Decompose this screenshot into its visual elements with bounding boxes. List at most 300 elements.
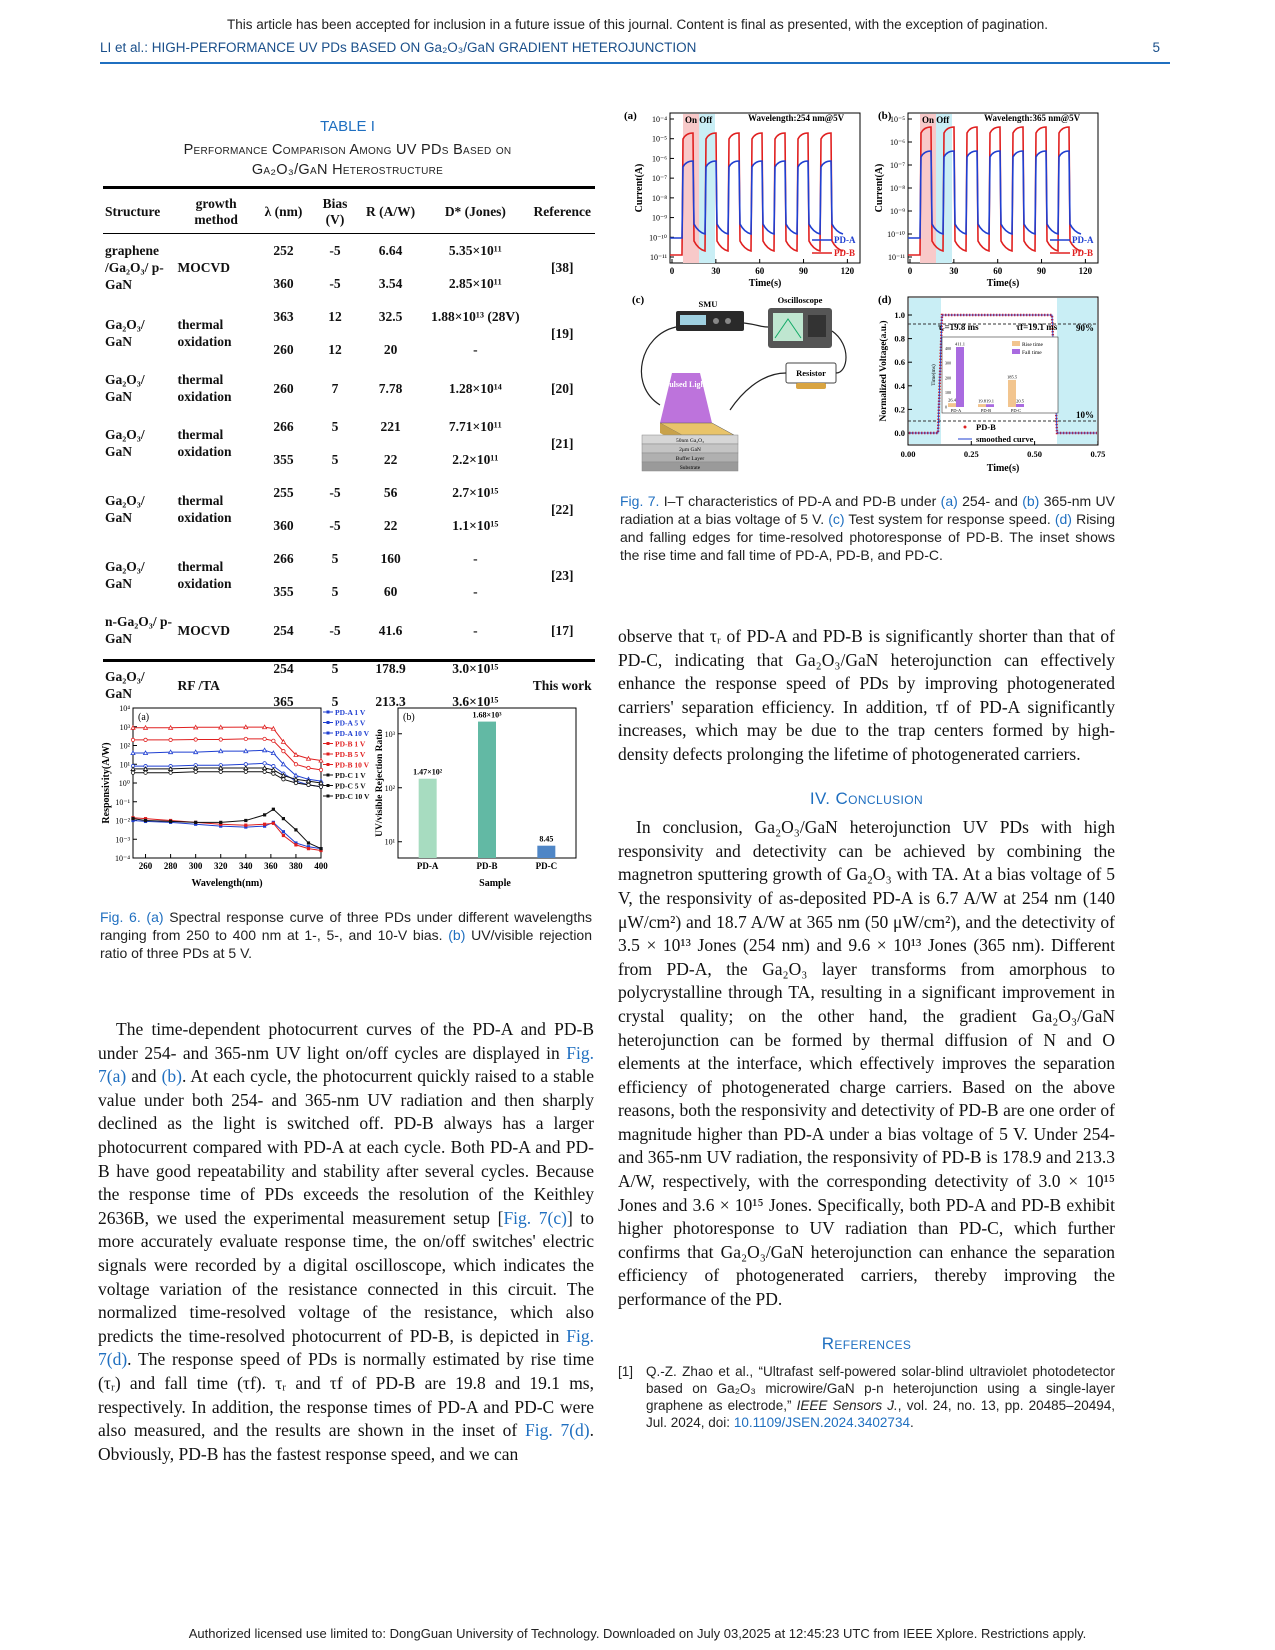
fig6a-point [194, 770, 197, 773]
fig7a-ytick-label: 10⁻¹¹ [649, 253, 667, 262]
cell-reference: [17] [550, 622, 574, 638]
cell-lambda: 260 [273, 342, 294, 357]
fig6a-point [263, 770, 266, 773]
fig6b-yticks [385, 730, 402, 847]
fig6a-legend-marker [327, 721, 330, 724]
fig7b-ytick-label: 10⁻⁷ [889, 161, 905, 170]
inset-legend-fall-swatch [1012, 349, 1020, 354]
fig6a-xtick-label: 380 [289, 861, 303, 871]
fig6a-legend-entry: PD-B 10 V [335, 760, 370, 770]
cell-method: MOCVD [177, 259, 230, 275]
table-row [103, 608, 595, 652]
fig6b-ytick-label: 10³ [384, 729, 395, 739]
performance-table [103, 190, 595, 718]
fig6a-point [219, 821, 222, 824]
fig6a-point [307, 766, 310, 769]
fig6b-bar [419, 779, 437, 858]
fig6a-legend-entry: PD-B 1 V [335, 739, 366, 749]
cell-structure: Ga₂O₃/ GaN [105, 669, 145, 701]
fig6a-point [282, 830, 285, 833]
fig6a-xtick-label: 340 [239, 861, 253, 871]
cell-dstar: 2.2×10¹¹ [452, 452, 499, 467]
fig6a-point [282, 778, 285, 781]
inset-bar-fall [1016, 404, 1024, 407]
cell-bias: 12 [328, 309, 342, 324]
fig6a-point [194, 821, 197, 824]
fig6a-point [219, 738, 222, 741]
cell-structure: Ga₂O₃/ GaN [105, 493, 145, 525]
fig6a-series-line [133, 818, 321, 851]
fig6a-ytick-label: 10⁰ [118, 779, 130, 788]
table-row [103, 652, 595, 685]
fig6a-point [294, 781, 297, 784]
fig6a-legend-marker [327, 711, 330, 714]
fig6a-point [144, 819, 147, 822]
fig7a-legend-pdb: PD-B [834, 248, 855, 258]
fig6b-category-label: PD-B [476, 861, 498, 871]
body-right-p1: observe that τᵣ of PD-A and PD-B is significantly shorter than that of PD-C, indicating that Ga₂O₃/GaN heterojunction can effectively enhance the response speed of PDs by improving photogenerated carriers' separation efficiency. In addition, τf of PD-A significantly increases, which may be due to the trap centers formed by high-density defects prolonging the lifetime of photogenerated carriers. [618, 626, 1115, 764]
fig7b-xtick-label: 120 [1078, 266, 1093, 276]
fig6a-legend-marker [327, 784, 330, 787]
reference-1-body [646, 1363, 1115, 1431]
fig7b-ytick-label: 10⁻¹⁰ [887, 230, 905, 239]
cell-r: 6.64 [378, 243, 403, 258]
fig6a-point [306, 757, 310, 761]
cell-structure: Ga₂O₃/ GaN [105, 317, 145, 349]
inset-bar-label: 19.8 [978, 398, 986, 404]
fig7a-xlabel: Time(s) [748, 278, 782, 289]
cell-bias: 5 [331, 584, 339, 599]
fig6a-legend-marker [327, 795, 330, 798]
fig7d-ylabel: Normalized Voltage(a.u.) [879, 320, 889, 422]
fig6a-point [263, 823, 266, 826]
fig7d-ytick-label: 0.8 [894, 333, 905, 344]
cell-lambda: 360 [273, 276, 294, 291]
fig7c-label: (c) [632, 294, 645, 306]
fig7-caption [620, 492, 1115, 564]
fig7d-tau-r: τᵣ=19.8 ms [938, 322, 979, 332]
fig6a-point [271, 727, 275, 731]
th-ref: Reference [533, 204, 591, 219]
cell-reference: [38] [550, 259, 574, 275]
body-left-p1b: and [126, 1066, 162, 1087]
fig6a-point [282, 749, 285, 752]
fig6a-legend-entry: PD-B 5 V [335, 750, 366, 759]
fig6a-point [131, 771, 134, 774]
table-title-line1: Performance Comparison Among UV PDs Based on [183, 142, 512, 158]
fig6a-point [219, 770, 222, 773]
fig7a-title: Wavelength:254 nm@5V [748, 113, 845, 123]
body-left-p1f: . Obviously, PD-B has the fastest response speed, and we can [98, 1420, 595, 1464]
fig6a-point [263, 766, 267, 770]
cell-bias: 5 [331, 551, 339, 566]
fig7a-onoff: On Off [685, 115, 713, 125]
resistor-body [796, 383, 826, 389]
cell-r: 178.9 [375, 661, 406, 676]
fig7d-tau-f: τf=19.1 ms [1016, 322, 1058, 332]
fig6a-legend-entry: PD-C 1 V [335, 771, 366, 780]
fig6a-point [131, 751, 135, 755]
smu-knob [713, 318, 719, 324]
fig7d-inset [930, 337, 1058, 413]
fig6-caption-text1: Spectral response curve of three PDs under different wavelengths ranging from 250 to 400 nm at 1-, 5-, and 10-V bias. [100, 909, 593, 943]
inset-bar-label: 411.1 [955, 341, 965, 347]
th-method: growth method [194, 196, 238, 227]
fig6a-ytick-label: 10² [119, 741, 130, 751]
references-title: References [821, 1333, 912, 1353]
fig6a-point [169, 738, 172, 741]
fig6b-bar [478, 722, 496, 858]
cell-dstar: - [473, 584, 478, 599]
table-row [103, 234, 595, 267]
fig7-caption-text1: I–T characteristics of PD-A and PD-B under [659, 493, 941, 509]
cell-bias: -5 [329, 518, 341, 533]
fig7d-ytick-label: 0.0 [894, 428, 905, 438]
fig7b-title: Wavelength:365 nm@5V [984, 113, 1081, 123]
cell-bias: -5 [329, 276, 341, 291]
fig7a-label: (a) [624, 110, 637, 122]
cell-dstar: 2.7×10¹⁵ [452, 485, 499, 500]
fig6a-point [294, 763, 297, 766]
fig6-caption-text2: UV/visible rejection ratio of three PDs at 5 V. [100, 927, 593, 961]
fig7d-90: 90% [1076, 323, 1094, 333]
fig6a-point [319, 768, 322, 771]
cell-r: 20 [383, 342, 398, 357]
fig7d-xtick-label: 0.75 [1090, 449, 1106, 459]
fig6a-point [194, 738, 197, 741]
body-left-p1d: ] to more accurately evaluate response time, the on/off switches' electric signals were recorded by a digital oscilloscope, which indicates the voltage variation of the resistance connected in this circuit. The normalized time-resolved voltage of the resistance, which also predicts the time-resolved photocurrent of PD-B, is depicted in [98, 1207, 594, 1346]
fig6a-point [144, 738, 147, 741]
inset-bar-rise [948, 403, 956, 407]
table-row [103, 300, 595, 333]
fig6a-point [263, 737, 266, 740]
inset-ytick-label: 200 [945, 375, 951, 381]
cell-lambda: 266 [273, 419, 294, 434]
cell-bias: 5 [331, 694, 339, 709]
cell-lambda: 360 [273, 518, 294, 533]
cell-dstar: 3.0×10¹⁵ [452, 661, 499, 676]
reference-1-rest: , vol. 24, no. 13, pp. 20485–20494, Jul. 2024, doi: [646, 1398, 1115, 1431]
cell-dstar: 1.1×10¹⁵ [452, 518, 499, 533]
fig7d-legend-smooth: smoothed curve [976, 434, 1034, 444]
fig6a-point [144, 726, 148, 730]
top-note: This article has been accepted for inclusion in a future issue of this journal. Content is final as presented, with the exception of pagination. [227, 17, 1048, 32]
cell-method: thermal oxidation [177, 372, 232, 404]
inset-category: PD-A [950, 408, 962, 413]
reference-1-doi-link[interactable]: 10.1109/JSEN.2024.3402734 [733, 1415, 910, 1431]
fig6a-point [131, 726, 135, 730]
fig6a-point [307, 783, 310, 786]
fig6b-ytick-label: 10¹ [384, 837, 395, 847]
cell-lambda: 254 [273, 661, 294, 676]
fig7a-ytick-label: 10⁻⁵ [651, 134, 667, 144]
fig6a-ytick-label: 10⁻³ [115, 835, 130, 845]
fig6a-point [319, 785, 322, 788]
fig6a-point [244, 766, 248, 770]
fig6a-point [263, 813, 266, 816]
fig7d-label: (d) [878, 294, 892, 306]
cell-r: 41.6 [378, 622, 403, 638]
cell-r: 22 [383, 518, 398, 533]
layer-label-1: 2μm GaN [679, 447, 701, 453]
fig7d-ytick-label: 0.2 [894, 404, 905, 415]
cell-reference: [21] [550, 435, 574, 451]
fig7a-ytick-label: 10⁻⁷ [651, 174, 667, 184]
fig7a-ytick-label: 10⁻⁸ [651, 193, 667, 203]
table-row [103, 366, 595, 410]
cell-dstar: - [473, 342, 478, 357]
fig6a-point [244, 824, 247, 827]
cell-r: 60 [383, 584, 398, 599]
fig6a-point [194, 725, 198, 729]
fig7-caption-text2: 254- and [957, 493, 1023, 509]
fig7b-ytick-label: 10⁻⁵ [889, 115, 905, 124]
wire-smu-osc [744, 323, 768, 327]
th-r: R (A/W) [366, 204, 416, 219]
fig7b-ytick-label: 10⁻⁸ [889, 184, 905, 193]
fig7d-xlabel: Time(s) [986, 463, 1020, 474]
fig6a-ytick-label: 10¹ [119, 760, 130, 770]
fig7-caption-text3: 365-nm UV radiation at a bias voltage of 5 V. [620, 493, 1115, 527]
fig6a-legend-entry: PD-A 10 V [335, 729, 370, 738]
fig7a-xtick-label: 90 [799, 266, 809, 276]
fig6a-ytick-label: 10⁴ [119, 704, 130, 713]
fig7d-ytick-label: 1.0 [894, 310, 905, 320]
fig6-caption-label: Fig. 6. [100, 909, 141, 925]
cell-reference: [22] [550, 501, 574, 517]
cell-lambda: 363 [273, 309, 294, 324]
fig6b-data-label: 1.47×10² [413, 767, 443, 777]
light-label: Pulsed Light [664, 380, 708, 389]
fig6a-ytick-label: 10⁻² [115, 816, 130, 826]
inset-bar-rise [978, 404, 986, 407]
fig6a-ytick-label: 10⁻¹ [115, 797, 130, 807]
cell-lambda: 255 [273, 485, 294, 500]
link-fig7a[interactable]: Fig. 7(a) [98, 1042, 594, 1087]
fig7b-ytick-label: 10⁻⁶ [889, 138, 905, 147]
cell-lambda: 266 [273, 551, 294, 566]
cell-reference: [19] [550, 325, 574, 341]
fig6a-point [272, 822, 275, 825]
inset-ylabel: Time(ms) [931, 364, 937, 386]
fig6a-point [144, 771, 147, 774]
fig6a-point [131, 738, 134, 741]
fig7d-xtick-label: 0.00 [900, 449, 916, 459]
inset-legend-fall: Fall time [1022, 350, 1042, 356]
cell-structure: Ga₂O₃/ GaN [105, 372, 145, 404]
cell-bias: -5 [329, 485, 341, 500]
inset-bar-label: 26.4 [948, 397, 956, 403]
fig6b-xlabel: Sample [479, 878, 511, 889]
inset-ytick-label: 0 [945, 404, 947, 410]
fig7b-on-region [920, 114, 936, 263]
fig6a-point [319, 759, 323, 763]
table-title [100, 140, 595, 180]
cell-lambda: 260 [273, 380, 294, 396]
fig6a-point [263, 748, 267, 752]
cell-dstar: - [473, 622, 478, 638]
fig6a-xtick-label: 260 [138, 861, 153, 871]
fig6a-point [272, 739, 275, 742]
table-label: TABLE I [320, 118, 375, 135]
link-fig7d-inset[interactable]: Fig. 7(d) [525, 1420, 590, 1441]
fig6a-legend-entry: PD-A 5 V [335, 718, 366, 728]
fig6a-point [271, 751, 275, 755]
cell-dstar: 2.85×10¹¹ [448, 276, 502, 291]
cell-r: 32.5 [378, 309, 403, 324]
fig7-caption-c[interactable]: (c) [828, 511, 845, 527]
fig7-caption-label: Fig. 7. [620, 493, 660, 509]
fig6a-point [307, 841, 310, 844]
fig6a-point [169, 750, 173, 754]
wire-res-device [730, 373, 786, 410]
cell-r: 56 [383, 485, 398, 500]
cell-bias: 5 [331, 661, 339, 676]
fig6a-point [169, 771, 172, 774]
smu-knob-2 [725, 318, 731, 324]
fig6a-point [144, 751, 148, 755]
reference-1-journal: IEEE Sensors J. [796, 1398, 898, 1414]
inset-category: PD-C [1010, 408, 1022, 413]
fig6-caption-a[interactable]: (a) [146, 909, 164, 925]
fig6b-category-label: PD-C [535, 861, 558, 871]
fig7b-ylabel: Current(A) [874, 163, 885, 213]
resistor-label: Resistor [796, 368, 826, 378]
table-top-rule [103, 186, 595, 189]
cell-lambda: 355 [273, 584, 294, 599]
fig7b-ytick-label: 10⁻¹¹ [887, 253, 905, 262]
fig7a-xtick-label: 120 [840, 266, 855, 276]
fig6b-data-label: 1.68×10³ [472, 710, 502, 720]
body-right [618, 625, 1115, 1431]
link-fig7b[interactable]: (b) [161, 1066, 182, 1087]
link-fig7c[interactable]: Fig. 7(c) [503, 1207, 567, 1228]
layer-label-2: Buffer Layer [675, 456, 705, 462]
fig6a-point [169, 726, 173, 730]
inset-bar-label: 185.5 [1006, 374, 1018, 380]
fig6-caption [100, 908, 592, 962]
table-row [103, 476, 595, 509]
cell-structure: Ga₂O₃/ GaN [105, 559, 145, 591]
fig7d-ytick-label: 0.6 [894, 357, 905, 368]
oscilloscope-screen [773, 313, 803, 341]
fig6a-legend-entry: PD-C 5 V [335, 781, 366, 791]
fig6a-point [294, 843, 297, 846]
fig6a-series-line [133, 727, 321, 760]
cell-method: thermal oxidation [177, 559, 232, 591]
cell-dstar: 3.6×10¹⁵ [452, 694, 499, 709]
figure-7 [620, 105, 1120, 485]
cell-lambda: 252 [273, 243, 294, 258]
body-left [98, 1018, 594, 1466]
fig6a-point [244, 749, 248, 753]
cell-reference: [23] [550, 567, 574, 583]
fig6a-ytick-label: 10³ [119, 722, 130, 732]
fig6a-frame [133, 708, 321, 858]
fig7b-legend-pda: PD-A [1072, 235, 1094, 245]
cell-r: 3.54 [378, 276, 403, 291]
fig7b-label: (b) [878, 110, 892, 122]
fig6a-point [294, 828, 297, 831]
layer-label-3: Substrate [679, 465, 701, 471]
fig7d-xtick-label: 0.50 [1027, 449, 1043, 459]
fig7b-onoff: On Off [922, 115, 950, 125]
cell-r: 22 [383, 452, 398, 467]
cell-r: 221 [380, 419, 401, 434]
cell-r: 213.3 [375, 694, 406, 709]
fig7a-ylabel: Current(A) [634, 163, 645, 213]
fig6b-bar [537, 846, 555, 858]
fig7b-legend-pdb: PD-B [1072, 248, 1093, 258]
fig6a-ylabel: Responsivity(A/W) [101, 742, 112, 824]
link-fig7d[interactable]: Fig. 7(d) [98, 1325, 594, 1370]
fig6a-point [272, 808, 275, 811]
fig7d-legend-pdb-marker [964, 426, 967, 429]
oscilloscope-label: Oscilloscope [777, 295, 823, 305]
fig7a-ytick-label: 10⁻⁴ [651, 115, 667, 124]
reference-1-text: Q.-Z. Zhao et al., “Ultrafast self-powered solar-blind ultraviolet photodetector based on Ga₂O₃ microwire/GaN p-n heterojunction using a single-layer graphene as electrode,” [646, 1364, 1115, 1414]
body-left-paragraph [98, 1018, 594, 1466]
layer-label-0: 50nm Ga₂O₃ [675, 438, 705, 444]
fig7d-xtick-label: 0.25 [963, 449, 979, 459]
table-row [103, 410, 595, 443]
fig6a-ytick-label: 10⁻⁴ [114, 854, 130, 863]
fig7-caption-a[interactable]: (a) [940, 493, 958, 509]
fig6a-legend-marker [327, 742, 330, 745]
inset-legend-rise-swatch [1012, 341, 1020, 346]
fig7a-legend-pda: PD-A [834, 235, 856, 245]
fig6a-point [131, 817, 134, 820]
cell-method: thermal oxidation [177, 493, 232, 525]
fig7b-xtick-label: 30 [949, 266, 959, 276]
cell-lambda: 365 [273, 694, 294, 709]
cell-reference: This work [532, 677, 592, 693]
fig7-caption-b[interactable]: (b) [1022, 493, 1040, 509]
fig6a-series-line [133, 763, 321, 787]
body-left-p1: The time-dependent photocurrent curves of the PD-A and PD-B under 254- and 365-nm UV light on/off cycles are displayed in [98, 1019, 594, 1063]
fig6a-point [244, 819, 247, 822]
fig6a-point [244, 725, 248, 729]
cell-method: thermal oxidation [177, 427, 232, 459]
fig7b-xlabel: Time(s) [986, 278, 1020, 289]
fig6a-xtick-label: 400 [314, 861, 328, 871]
fig6a-point [219, 749, 223, 753]
fig6a-point [271, 768, 275, 772]
cell-lambda: 254 [273, 622, 294, 638]
running-head-title: LI et al.: HIGH-PERFORMANCE UV PDs BASED ON Ga₂O₃/GaN GRADIENT HETEROJUNCTION [100, 40, 697, 55]
inset-bar-label: 19.1 [986, 398, 994, 404]
cell-bias: 12 [328, 342, 342, 357]
inset-bar-fall [986, 404, 994, 407]
fig7a-ytick-label: 10⁻⁶ [651, 154, 667, 164]
section-conclusion-title: IV. Conclusion [809, 788, 924, 808]
fig6-caption-b[interactable]: (b) [448, 927, 466, 943]
reference-1-end: . [909, 1415, 914, 1431]
fig6a-xticks [139, 854, 328, 871]
smu-label: SMU [698, 299, 718, 309]
fig6a-point [244, 770, 247, 773]
fig7a-ytick-label: 10⁻⁹ [651, 213, 667, 223]
fig7-caption-d[interactable]: (d) [1054, 511, 1072, 527]
fig6a-legend [323, 708, 370, 801]
fig6a-point [244, 737, 247, 740]
th-structure: Structure [105, 204, 161, 219]
cell-lambda: 355 [273, 452, 294, 467]
fig7a-ytick-label: 10⁻¹⁰ [649, 233, 667, 243]
cell-bias: 5 [331, 419, 339, 434]
fig6a-point [282, 817, 285, 820]
cell-bias: -5 [329, 243, 341, 258]
